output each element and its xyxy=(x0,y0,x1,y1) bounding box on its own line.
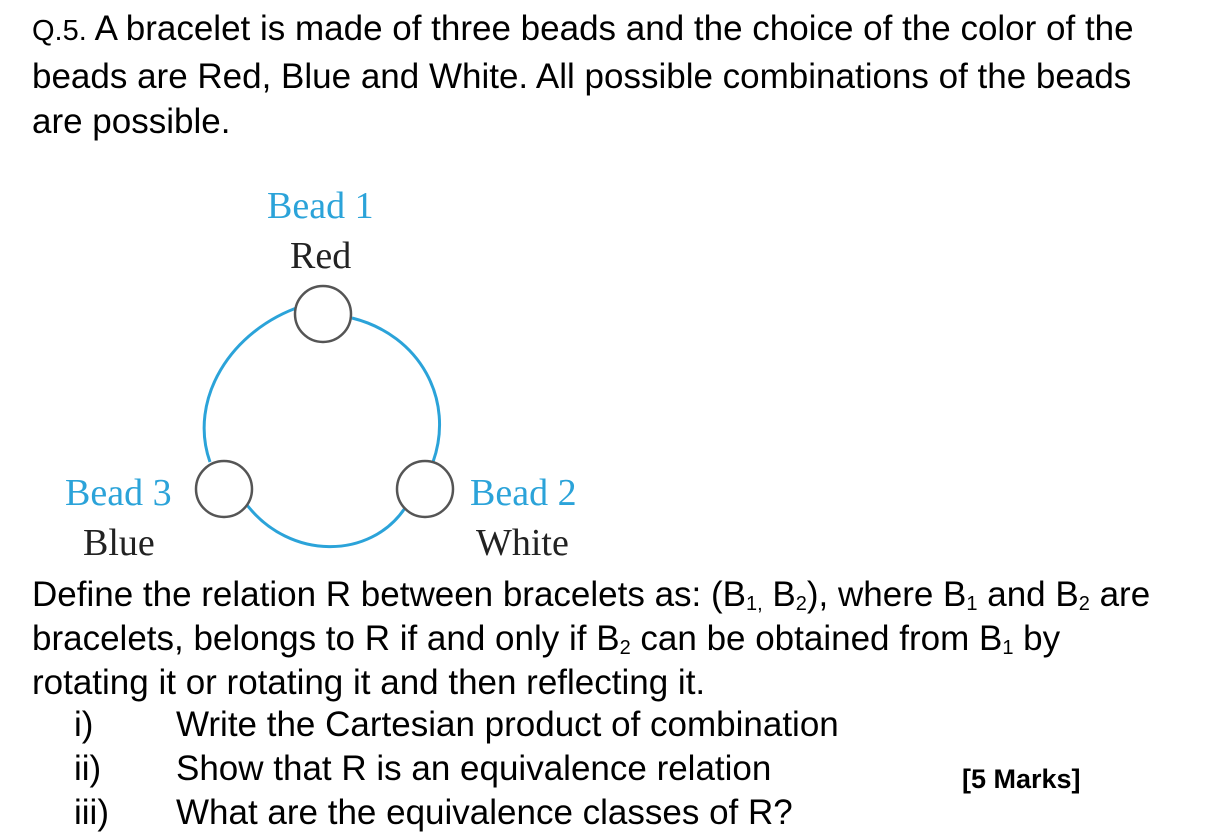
definition-subscript-3: 1 xyxy=(966,593,978,615)
bead-2-circle xyxy=(397,461,453,517)
definition-subscript-4: 2 xyxy=(1078,593,1090,615)
definition-subscript-1: 1, xyxy=(746,593,763,615)
subquestion-text: Write the Cartesian product of combination xyxy=(176,705,839,744)
question-intro: A bracelet is made of three beads and the choice of the color of the beads are Red, Blue and White. All possible combinations of the beads are possible. xyxy=(32,9,1134,141)
bracelet-string-bottom xyxy=(247,505,405,547)
definition-subscript-2: 2 xyxy=(795,593,807,615)
bracelet-string-right xyxy=(352,318,440,462)
definition-text-5: are bracelets, belongs to R if and only if B xyxy=(32,575,1151,658)
definition-text-1: Define the relation R between bracelets as: (B xyxy=(32,575,746,614)
bead-3-color: Blue xyxy=(83,522,155,564)
definition-text-6: can be obtained from B xyxy=(630,619,1003,658)
subquestion-text: What are the equivalence classes of R? xyxy=(176,793,793,832)
bead-1-label: Bead 1 xyxy=(267,185,374,227)
subquestion-number: ii) xyxy=(74,749,102,788)
definition-subscript-6: 1 xyxy=(1002,637,1014,659)
bead-2-label: Bead 2 xyxy=(470,472,577,514)
bead-1-color: Red xyxy=(290,235,352,277)
relation-definition xyxy=(32,573,1182,705)
definition-text-3: ), where B xyxy=(806,575,967,614)
bead-2-color: White xyxy=(476,522,569,564)
definition-text-2: B xyxy=(762,575,796,614)
subquestion-number: i) xyxy=(74,705,94,744)
bead-1-circle xyxy=(295,286,351,342)
definition-subscript-5: 2 xyxy=(619,637,631,659)
bead-3-circle xyxy=(196,461,252,517)
bead-3-label: Bead 3 xyxy=(65,472,172,514)
question-number: Q.5. xyxy=(32,15,87,47)
marks-label: [5 Marks] xyxy=(962,764,1081,794)
definition-text-4: and B xyxy=(977,575,1079,614)
definition-text-7: by rotating it or rotating it and then reflecting it. xyxy=(32,619,1061,702)
subquestion-text: Show that R is an equivalence relation xyxy=(176,749,772,788)
subquestion-number: iii) xyxy=(74,793,109,832)
bracelet-string-left xyxy=(204,306,302,462)
